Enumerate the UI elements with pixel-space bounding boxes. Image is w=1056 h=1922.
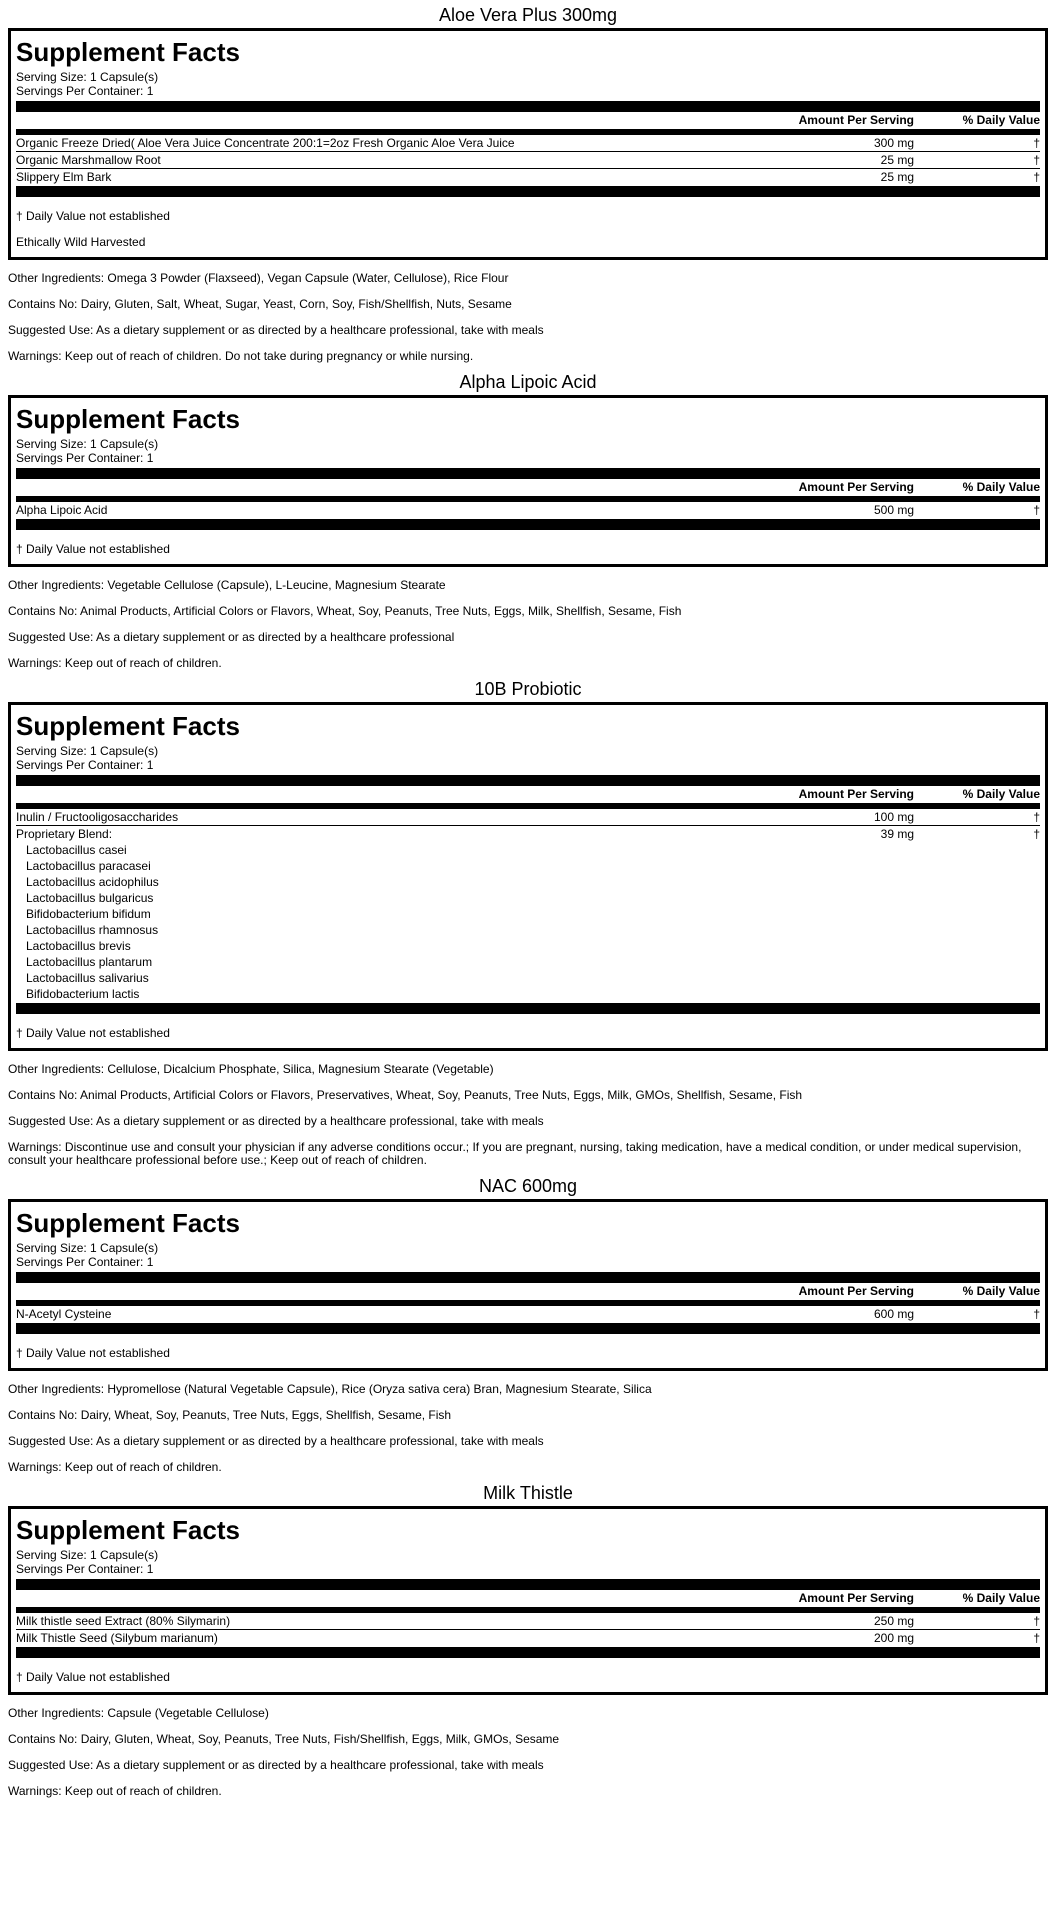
ingredient-row [16,152,1040,169]
daily-value-header: % Daily Value [962,1284,1040,1298]
supplement-facts-panel [8,1199,1048,1371]
facts-heading: Supplement Facts [16,1515,240,1545]
ingredient-list [16,1613,1040,1646]
warnings: Warnings: Keep out of reach of children. [8,1460,222,1474]
blend-item: Lactobacillus casei [26,843,127,857]
contains-no: Contains No: Animal Products, Artificial Colors or Flavors, Preservatives, Wheat, Soy, Peanuts, Tree Nuts, Eggs, Milk, GMOs, Shellfish, Sesame, Fish [8,1088,803,1102]
blend-item: Lactobacillus salivarius [26,971,149,985]
serving-size: Serving Size: 1 Capsule(s) [16,70,159,84]
blend-item: Lactobacillus rhamnosus [26,923,159,937]
ingredient-name: Organic Marshmallow Root [16,153,161,167]
warnings: Warnings: Discontinue use and consult your physician if any adverse conditions occur.; If you are pregnant, nursing, taking medication, have a medical condition, or under medical supervision, consult your healthcare professional before use.; Keep out of reach of children. [8,1140,1022,1167]
ingredient-row [16,809,1040,826]
supplement-facts-panel [8,1506,1048,1695]
amount-per-serving-header: Amount Per Serving [798,787,914,801]
product-title: 10B Probiotic [474,679,582,699]
ingredient-amount: 600 mg [873,1307,914,1321]
ingredient-row [16,135,1040,152]
product-section [8,371,1048,670]
servings-per-container: Servings Per Container: 1 [16,84,154,98]
divider-bar [16,519,1040,530]
serving-size: Serving Size: 1 Capsule(s) [16,1241,159,1255]
contains-no: Contains No: Dairy, Gluten, Salt, Wheat, Sugar, Yeast, Corn, Soy, Fish/Shellfish, Nuts, Sesame [8,297,512,311]
product-section [8,1482,1048,1798]
contains-no: Contains No: Dairy, Gluten, Wheat, Soy, Peanuts, Tree Nuts, Fish/Shellfish, Eggs, Milk, GMOs, Sesame [8,1732,560,1746]
suggested-use: Suggested Use: As a dietary supplement or as directed by a healthcare professional, take with meals [8,1434,544,1448]
ingredient-amount: 300 mg [873,136,914,150]
ingredient-row [16,1613,1040,1630]
ingredient-amount: 39 mg [880,827,914,841]
divider-bar [16,468,1040,479]
facts-heading: Supplement Facts [16,404,240,434]
blend-item: Bifidobacterium lactis [26,987,140,1001]
servings-per-container: Servings Per Container: 1 [16,1255,154,1269]
warnings: Warnings: Keep out of reach of children. Do not take during pregnancy or while nursing. [8,349,474,363]
ingredient-row [16,502,1040,518]
blend-item: Lactobacillus acidophilus [26,875,159,889]
ingredient-daily-value: † [1033,810,1040,824]
daily-value-header: % Daily Value [962,1591,1040,1605]
ingredient-row [16,1630,1040,1646]
daily-value-footnote: † Daily Value not established [16,209,170,223]
divider-bar [16,1579,1040,1590]
ingredient-name: Milk thistle seed Extract (80% Silymarin) [16,1614,231,1628]
ingredient-daily-value: † [1033,1614,1040,1628]
suggested-use: Suggested Use: As a dietary supplement or as directed by a healthcare professional, take with meals [8,323,544,337]
ingredient-name: Inulin / Fructooligosaccharides [16,810,179,824]
ingredient-row [16,826,1040,842]
daily-value-footnote: † Daily Value not established [16,542,170,556]
ingredient-daily-value: † [1033,827,1040,841]
daily-value-header: % Daily Value [962,480,1040,494]
ingredient-amount: 500 mg [873,503,914,517]
suggested-use: Suggested Use: As a dietary supplement or as directed by a healthcare professional, take with meals [8,1114,544,1128]
ingredient-list [16,1306,1040,1322]
other-ingredients: Other Ingredients: Omega 3 Powder (Flaxseed), Vegan Capsule (Water, Cellulose), Rice Flour [8,271,509,285]
ingredient-list [16,809,1040,842]
other-ingredients: Other Ingredients: Capsule (Vegetable Cellulose) [8,1706,269,1720]
ingredient-daily-value: † [1033,153,1040,167]
daily-value-footnote: † Daily Value not established [16,1670,170,1684]
warnings: Warnings: Keep out of reach of children. [8,656,222,670]
amount-per-serving-header: Amount Per Serving [798,1284,914,1298]
blend-item-list [16,842,1040,1002]
product-section [8,1175,1048,1474]
facts-note: Ethically Wild Harvested [16,235,146,249]
ingredient-name: Organic Freeze Dried( Aloe Vera Juice Concentrate 200:1=2oz Fresh Organic Aloe Vera Juice [16,136,515,150]
ingredient-amount: 100 mg [873,810,914,824]
ingredient-daily-value: † [1033,503,1040,517]
column-header-row [16,112,1040,129]
divider-bar [16,186,1040,197]
ingredient-name: Proprietary Blend: [16,827,113,841]
warnings: Warnings: Keep out of reach of children. [8,1784,222,1798]
facts-heading: Supplement Facts [16,37,240,67]
contains-no: Contains No: Animal Products, Artificial Colors or Flavors, Wheat, Soy, Peanuts, Tree Nuts, Eggs, Milk, Shellfish, Sesame, Fish [8,604,682,618]
suggested-use: Suggested Use: As a dietary supplement or as directed by a healthcare professional, take with meals [8,1758,544,1772]
product-section [8,678,1048,1167]
product-title: NAC 600mg [478,1176,578,1196]
daily-value-footnote: † Daily Value not established [16,1026,170,1040]
ingredient-daily-value: † [1033,136,1040,150]
amount-per-serving-header: Amount Per Serving [798,113,914,127]
divider-bar [16,775,1040,786]
product-info [8,1063,1048,1167]
blend-item: Lactobacillus bulgaricus [26,891,154,905]
product-title: Aloe Vera Plus 300mg [438,5,618,25]
divider-bar [16,1003,1040,1014]
divider-bar [16,1323,1040,1334]
facts-heading: Supplement Facts [16,1208,240,1238]
amount-per-serving-header: Amount Per Serving [798,1591,914,1605]
other-ingredients: Other Ingredients: Hypromellose (Natural Vegetable Capsule), Rice (Oryza sativa cera) Bran, Magnesium Stearate, Silica [8,1382,652,1396]
servings-per-container: Servings Per Container: 1 [16,451,154,465]
ingredient-list [16,135,1040,185]
serving-size: Serving Size: 1 Capsule(s) [16,744,159,758]
ingredient-amount: 25 mg [880,170,914,184]
servings-per-container: Servings Per Container: 1 [16,1562,154,1576]
daily-value-header: % Daily Value [962,113,1040,127]
column-header-row [16,786,1040,803]
ingredient-daily-value: † [1033,1631,1040,1645]
servings-per-container: Servings Per Container: 1 [16,758,154,772]
blend-item: Lactobacillus plantarum [26,955,153,969]
amount-per-serving-header: Amount Per Serving [798,480,914,494]
blend-item: Bifidobacterium bifidum [26,907,151,921]
supplement-facts-panel [8,702,1048,1051]
product-info [8,1383,1048,1474]
column-header-row [16,479,1040,496]
ingredient-amount: 250 mg [873,1614,914,1628]
divider-bar [16,101,1040,112]
ingredient-name: Slippery Elm Bark [16,170,112,184]
ingredient-row [16,1306,1040,1322]
ingredient-name: Alpha Lipoic Acid [16,503,108,517]
product-info [8,1707,1048,1798]
ingredient-daily-value: † [1033,170,1040,184]
supplement-facts-panel [8,395,1048,567]
supplement-facts-panel [8,28,1048,260]
ingredient-name: Milk Thistle Seed (Silybum marianum) [16,1631,218,1645]
column-header-row [16,1283,1040,1300]
other-ingredients: Other Ingredients: Vegetable Cellulose (Capsule), L-Leucine, Magnesium Stearate [8,578,446,592]
serving-size: Serving Size: 1 Capsule(s) [16,1548,159,1562]
contains-no: Contains No: Dairy, Wheat, Soy, Peanuts, Tree Nuts, Eggs, Shellfish, Sesame, Fish [8,1408,452,1422]
ingredient-row [16,169,1040,185]
product-info [8,272,1048,363]
blend-item: Lactobacillus paracasei [26,859,151,873]
serving-size: Serving Size: 1 Capsule(s) [16,437,159,451]
blend-item: Lactobacillus brevis [26,939,131,953]
suggested-use: Suggested Use: As a dietary supplement or as directed by a healthcare professional [8,630,455,644]
ingredient-amount: 200 mg [873,1631,914,1645]
product-title: Alpha Lipoic Acid [459,372,597,392]
daily-value-header: % Daily Value [962,787,1040,801]
divider-bar [16,1272,1040,1283]
facts-heading: Supplement Facts [16,711,240,741]
divider-bar [16,1647,1040,1658]
column-header-row [16,1590,1040,1607]
product-section [8,4,1048,363]
product-title: Milk Thistle [483,1483,573,1503]
product-info [8,579,1048,670]
ingredient-name: N-Acetyl Cysteine [16,1307,112,1321]
ingredient-daily-value: † [1033,1307,1040,1321]
ingredient-list [16,502,1040,518]
daily-value-footnote: † Daily Value not established [16,1346,170,1360]
other-ingredients: Other Ingredients: Cellulose, Dicalcium Phosphate, Silica, Magnesium Stearate (Vegetable) [8,1062,494,1076]
ingredient-amount: 25 mg [880,153,914,167]
